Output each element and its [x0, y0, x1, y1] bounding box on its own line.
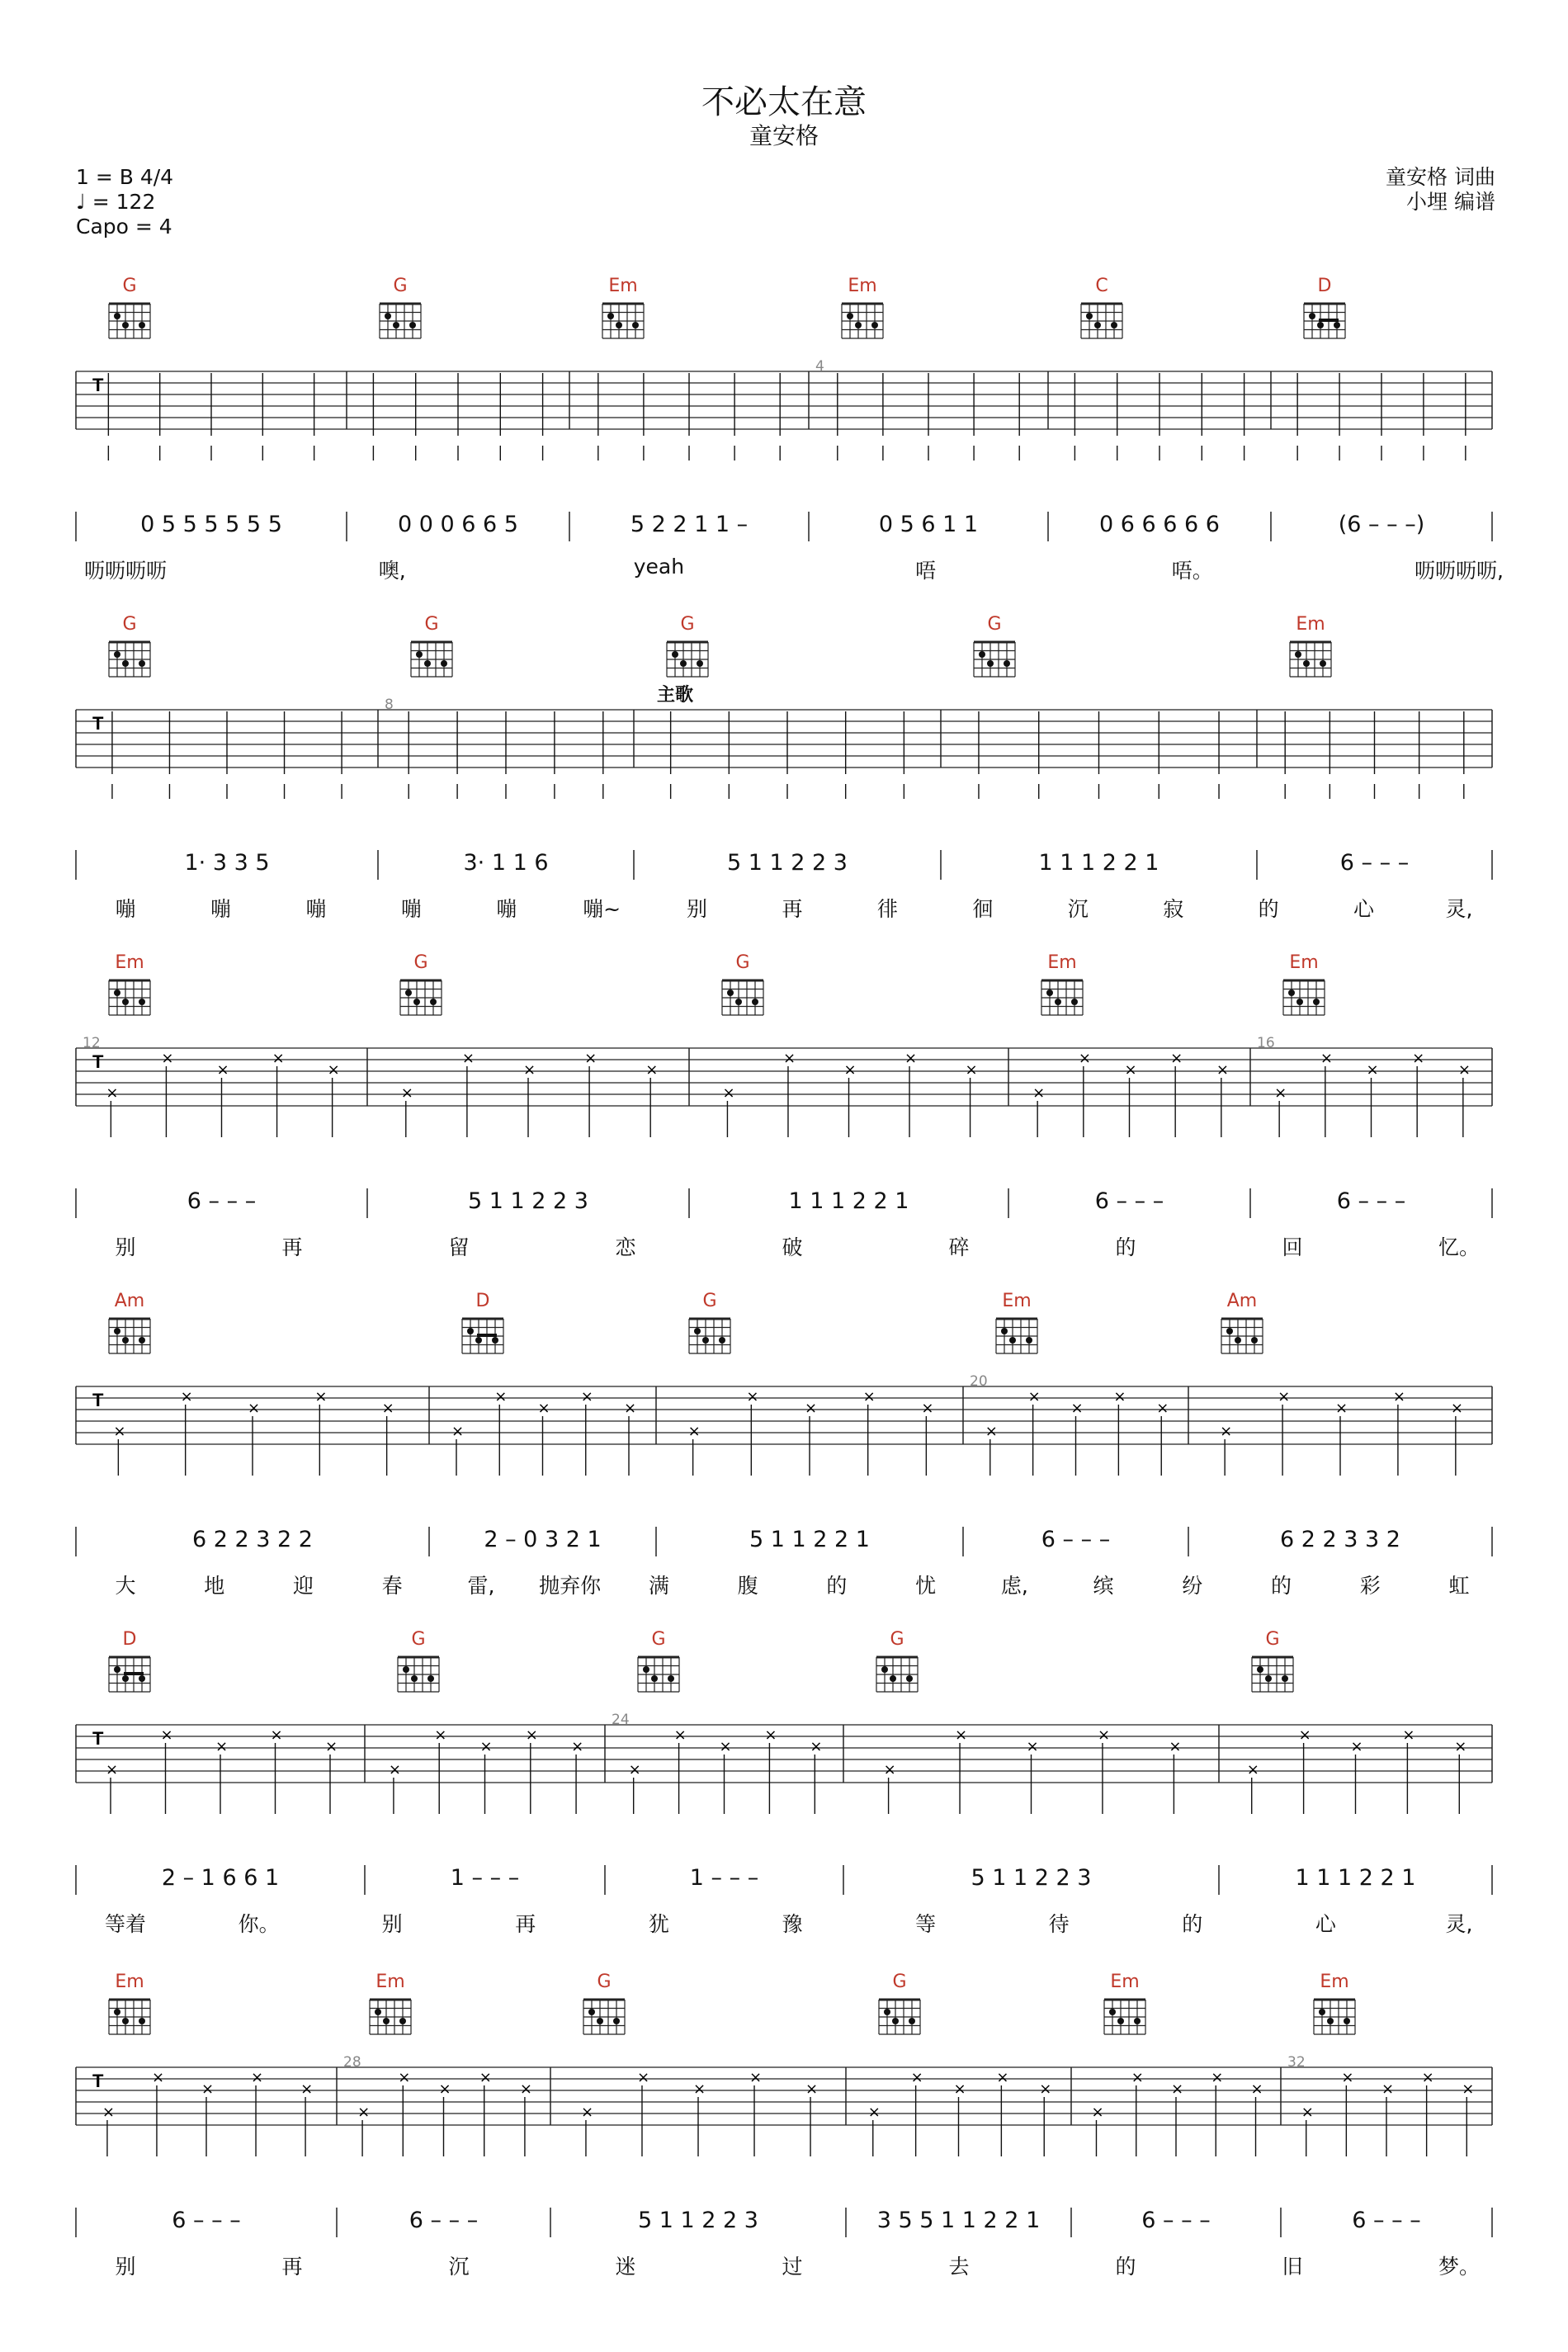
jianpu-measure: 1 – – –: [689, 1865, 759, 1891]
measure-number: 16: [1257, 1035, 1275, 1051]
svg-text:×: ×: [867, 2104, 881, 2121]
svg-text:×: ×: [584, 1050, 597, 1067]
lyric-syllable: 去: [948, 2255, 970, 2279]
svg-text:×: ×: [1216, 1061, 1229, 1079]
svg-text:×: ×: [1078, 1050, 1091, 1067]
svg-text:×: ×: [1366, 1061, 1379, 1079]
lyric-syllable: 灵,: [1445, 1912, 1473, 1936]
svg-text:×: ×: [102, 2104, 116, 2121]
lyric-syllable: 你。: [238, 1912, 280, 1936]
svg-text:×: ×: [1171, 2080, 1184, 2098]
svg-text:×: ×: [314, 1388, 328, 1405]
svg-text:×: ×: [722, 1084, 735, 1102]
lyric-syllable: 的: [826, 1574, 848, 1598]
svg-text:×: ×: [746, 1388, 759, 1405]
chord-name-g: G: [1265, 1629, 1280, 1650]
lyric-syllable: 的: [1271, 1574, 1292, 1598]
jianpu-measure: 3· 1 1 6: [463, 850, 549, 876]
chord-name-g: G: [735, 952, 750, 973]
chord-name-g: G: [702, 1291, 717, 1311]
song-artist: 童安格: [749, 122, 819, 149]
svg-text:×: ×: [300, 2080, 314, 2098]
svg-text:×: ×: [161, 1050, 174, 1067]
lyric-syllable: 嘣: [305, 897, 327, 921]
measure-number: 24: [612, 1712, 630, 1728]
svg-text:×: ×: [1113, 1388, 1126, 1405]
measure-number: 4: [815, 358, 824, 375]
lyric-syllable: 迎: [292, 1574, 314, 1598]
jianpu-measure: 5 1 1 2 2 3: [638, 2208, 758, 2233]
svg-text:×: ×: [883, 1761, 896, 1778]
lyric-syllable: 噢,: [378, 559, 406, 583]
svg-text:×: ×: [580, 2104, 594, 2121]
chord-name-c: C: [1095, 276, 1108, 296]
svg-text:×: ×: [1298, 1726, 1311, 1744]
svg-text:×: ×: [1169, 1738, 1182, 1755]
jianpu-measure: 6 – – –: [187, 1188, 257, 1214]
jianpu-measure: 6 – – –: [409, 2208, 479, 2233]
jianpu-measure: 6 2 2 3 3 2: [1280, 1527, 1400, 1552]
lyric-syllable: 徊: [972, 897, 994, 921]
lyric-syllable: 满: [648, 1574, 669, 1598]
lyric-syllable: 缤: [1093, 1574, 1114, 1598]
svg-text:×: ×: [687, 1423, 701, 1440]
lyric-syllable: 虑,: [1000, 1574, 1028, 1598]
lyric-syllable: 等: [915, 1912, 937, 1936]
credit-arranger: 小埋 编谱: [1406, 190, 1495, 214]
svg-text:×: ×: [479, 2069, 492, 2086]
lyric-syllable: 唔。: [1171, 559, 1213, 583]
svg-text:×: ×: [1097, 1726, 1111, 1744]
chord-name-g: G: [680, 614, 695, 635]
svg-text:×: ×: [388, 1761, 402, 1778]
svg-text:×: ×: [580, 1388, 593, 1405]
measure-number: 8: [385, 697, 394, 713]
lyric-syllable: 大: [115, 1574, 136, 1598]
jianpu-measure: 0 0 0 6 6 5: [398, 512, 518, 537]
svg-text:×: ×: [1402, 1726, 1415, 1744]
chord-name-g: G: [651, 1629, 666, 1650]
svg-text:×: ×: [1278, 1388, 1291, 1405]
svg-text:×: ×: [1170, 1050, 1183, 1067]
lyric-syllable: 虹: [1448, 1574, 1470, 1598]
svg-text:×: ×: [921, 1400, 934, 1417]
chord-name-g: G: [424, 614, 439, 635]
svg-text:×: ×: [996, 2069, 1009, 2086]
svg-text:×: ×: [965, 1061, 978, 1079]
svg-text:×: ×: [519, 2080, 533, 2098]
chord-name-d: D: [475, 1291, 490, 1311]
svg-text:×: ×: [904, 1050, 918, 1067]
svg-text:×: ×: [1274, 1084, 1287, 1102]
svg-text:×: ×: [636, 2069, 650, 2086]
lyric-syllable: 徘: [876, 897, 898, 921]
lyric-syllable: 梦。: [1438, 2255, 1481, 2279]
svg-text:×: ×: [1156, 1400, 1169, 1417]
svg-text:T: T: [92, 1728, 104, 1749]
section-label-verse: 主歌: [656, 685, 694, 706]
chord-name-em: Em: [1110, 1972, 1140, 1992]
key-signature: 1 = B 4/4: [76, 165, 174, 189]
lyric-syllable: 恋: [615, 1235, 636, 1259]
svg-text:×: ×: [1039, 2080, 1052, 2098]
svg-text:×: ×: [1462, 2080, 1475, 2098]
chord-name-g: G: [122, 614, 137, 635]
lyric-syllable: 唔: [915, 559, 937, 583]
svg-text:×: ×: [1457, 1061, 1471, 1079]
jianpu-measure: 6 – – –: [1339, 850, 1410, 876]
chord-name-em: Em: [1289, 952, 1319, 973]
lyric-syllable: 的: [1115, 2255, 1136, 2279]
svg-text:×: ×: [1032, 1084, 1046, 1102]
lyric-syllable: 呖呖呖呖: [83, 559, 168, 583]
jianpu-measure: 5 1 1 2 2 1: [749, 1527, 870, 1552]
svg-text:×: ×: [719, 1738, 732, 1755]
chord-name-am: Am: [1226, 1291, 1258, 1311]
tempo-marking: ♩ = 122: [76, 190, 156, 214]
svg-text:×: ×: [215, 1738, 229, 1755]
chord-name-am: Am: [114, 1291, 145, 1311]
lyric-syllable: 寂: [1163, 897, 1184, 921]
svg-text:×: ×: [438, 2080, 451, 2098]
chord-name-g: G: [597, 1972, 612, 1992]
jianpu-measure: 6 – – –: [1094, 1188, 1164, 1214]
measure-number: 32: [1287, 2054, 1306, 2071]
svg-text:×: ×: [1070, 1400, 1084, 1417]
svg-text:×: ×: [782, 1050, 796, 1067]
lyric-syllable: 等着: [104, 1912, 147, 1936]
lyric-syllable: 春: [381, 1574, 403, 1598]
chord-name-g: G: [411, 1629, 426, 1650]
lyric-syllable: 嘣: [496, 897, 517, 921]
svg-text:×: ×: [1412, 1050, 1425, 1067]
jianpu-measure: 1 1 1 2 2 1: [788, 1188, 909, 1214]
svg-text:×: ×: [1421, 2069, 1434, 2086]
svg-text:×: ×: [479, 1738, 493, 1755]
svg-text:×: ×: [1027, 1388, 1041, 1405]
jianpu-measure: 5 1 1 2 2 3: [468, 1188, 588, 1214]
svg-text:×: ×: [1211, 2069, 1224, 2086]
svg-text:×: ×: [955, 1726, 968, 1744]
capo-marking: Capo = 4: [76, 215, 172, 239]
svg-text:×: ×: [1341, 2069, 1354, 2086]
measure-number: 12: [83, 1035, 101, 1051]
jianpu-measure: 6 2 2 3 2 2: [192, 1527, 313, 1552]
svg-text:×: ×: [1220, 1423, 1233, 1440]
lyric-syllable: 纷: [1182, 1574, 1203, 1598]
svg-text:×: ×: [1026, 1738, 1039, 1755]
lyric-syllable: 过: [782, 2255, 803, 2279]
svg-text:×: ×: [106, 1761, 119, 1778]
svg-text:×: ×: [628, 1761, 641, 1778]
svg-text:×: ×: [248, 1400, 261, 1417]
jianpu-measure: (6 – – –): [1338, 512, 1425, 537]
svg-text:×: ×: [1246, 1761, 1259, 1778]
credit-lyrics-music: 童安格 词曲: [1386, 165, 1495, 189]
chord-name-g: G: [987, 614, 1002, 635]
lyric-syllable: 的: [1258, 897, 1279, 921]
svg-text:×: ×: [357, 2104, 371, 2121]
svg-text:×: ×: [953, 2080, 966, 2098]
lyric-syllable: 呖呖呖呖,: [1415, 559, 1504, 583]
lyric-syllable: 留: [448, 1235, 470, 1259]
lyric-syllable: 待: [1048, 1912, 1070, 1936]
lyric-syllable: 地: [204, 1574, 225, 1598]
chord-name-em: Em: [115, 1972, 144, 1992]
lyric-syllable: 再: [515, 1912, 536, 1936]
lyric-syllable: 忆。: [1438, 1235, 1481, 1259]
svg-text:×: ×: [1392, 1388, 1406, 1405]
chord-name-d: D: [1317, 276, 1332, 296]
svg-text:×: ×: [571, 1738, 584, 1755]
jianpu-measure: 2 – 1 6 6 1: [161, 1865, 280, 1891]
lyric-syllable: 回: [1282, 1235, 1303, 1259]
jianpu-measure: 0 5 6 1 1: [878, 512, 979, 537]
svg-text:×: ×: [523, 1061, 536, 1079]
jianpu-measure: 6 – – –: [172, 2208, 241, 2233]
chord-name-g: G: [122, 276, 137, 296]
jianpu-measure: 3 5 5 1 1 2 2 1: [876, 2208, 1041, 2233]
chord-name-em: Em: [1296, 614, 1325, 635]
lyric-syllable: 再: [281, 2255, 303, 2279]
svg-text:×: ×: [251, 2069, 264, 2086]
svg-text:×: ×: [461, 1050, 475, 1067]
lyric-syllable: 雷,: [467, 1574, 495, 1598]
svg-text:×: ×: [451, 1423, 465, 1440]
svg-text:×: ×: [985, 1423, 998, 1440]
svg-text:×: ×: [1124, 1061, 1137, 1079]
svg-text:T: T: [92, 1051, 104, 1072]
jianpu-measure: 5 1 1 2 2 3: [971, 1865, 1092, 1891]
svg-text:×: ×: [1450, 1400, 1463, 1417]
lyric-syllable: 别: [115, 2255, 136, 2279]
lyric-syllable: 嘣: [115, 897, 136, 921]
svg-text:×: ×: [805, 1400, 818, 1417]
svg-text:×: ×: [693, 2080, 706, 2098]
svg-text:T: T: [92, 375, 104, 395]
chord-name-em: Em: [375, 1972, 405, 1992]
jianpu-measure: 1 1 1 2 2 1: [1038, 850, 1159, 876]
lyric-syllable: 心: [1353, 897, 1375, 921]
chord-diagram: [1314, 2000, 1355, 2034]
svg-text:×: ×: [1301, 2104, 1314, 2121]
lyric-syllable: 犹: [648, 1912, 669, 1936]
lyric-syllable: 别: [115, 1235, 136, 1259]
lyric-syllable: 抛弃你: [539, 1574, 602, 1598]
svg-text:×: ×: [106, 1084, 119, 1102]
svg-text:T: T: [92, 2071, 104, 2091]
lyric-syllable: 豫: [782, 1912, 803, 1936]
svg-text:×: ×: [113, 1423, 126, 1440]
svg-text:×: ×: [325, 1738, 338, 1755]
svg-text:×: ×: [1335, 1400, 1348, 1417]
jianpu-measure: 1 1 1 2 2 1: [1295, 1865, 1416, 1891]
svg-text:×: ×: [764, 1726, 777, 1744]
svg-text:×: ×: [1350, 1738, 1363, 1755]
lyric-syllable: 心: [1315, 1912, 1336, 1936]
svg-text:×: ×: [749, 2069, 763, 2086]
chord-name-g: G: [892, 1972, 907, 1992]
svg-text:×: ×: [494, 1388, 508, 1405]
svg-text:×: ×: [400, 1084, 413, 1102]
chord-name-em: Em: [1047, 952, 1077, 973]
svg-text:×: ×: [1250, 2080, 1263, 2098]
lyric-syllable: 沉: [1067, 897, 1089, 921]
lyric-syllable: 别: [687, 897, 708, 921]
lyric-syllable: 腹: [737, 1574, 758, 1598]
svg-text:×: ×: [272, 1050, 285, 1067]
svg-text:×: ×: [645, 1061, 659, 1079]
svg-text:×: ×: [151, 2069, 165, 2086]
svg-text:×: ×: [910, 2069, 923, 2086]
svg-text:T: T: [92, 713, 104, 734]
svg-text:×: ×: [1381, 2080, 1395, 2098]
lyric-syllable: 的: [1115, 1235, 1136, 1259]
svg-text:×: ×: [1454, 1738, 1467, 1755]
lyric-syllable: 嘣: [210, 897, 231, 921]
lyric-syllable: 旧: [1282, 2255, 1303, 2279]
jianpu-measure: 6 – – –: [1041, 1527, 1111, 1552]
lyric-syllable: 再: [782, 897, 803, 921]
jianpu-measure: 5 1 1 2 2 3: [727, 850, 848, 876]
svg-text:×: ×: [537, 1400, 550, 1417]
svg-text:×: ×: [201, 2080, 215, 2098]
measure-number: 28: [343, 2054, 361, 2071]
jianpu-measure: 6 – – –: [1352, 2208, 1421, 2233]
lyric-syllable: 的: [1182, 1912, 1203, 1936]
jianpu-measure: 0 6 6 6 6 6: [1099, 512, 1220, 537]
svg-text:×: ×: [673, 1726, 687, 1744]
svg-text:×: ×: [525, 1726, 538, 1744]
svg-text:×: ×: [1091, 2104, 1104, 2121]
lyric-syllable: 沉: [448, 2255, 470, 2279]
jianpu-measure: 0 5 5 5 5 5 5: [140, 512, 282, 537]
lyric-syllable: 再: [281, 1235, 303, 1259]
svg-text:×: ×: [216, 1061, 229, 1079]
svg-text:×: ×: [327, 1061, 340, 1079]
lyric-syllable: yeah: [633, 555, 685, 579]
svg-text:×: ×: [180, 1388, 193, 1405]
chord-name-g: G: [393, 276, 408, 296]
lyric-syllable: 灵,: [1445, 897, 1473, 921]
svg-text:×: ×: [270, 1726, 283, 1744]
jianpu-measure: 5 2 2 1 1 –: [630, 512, 749, 537]
svg-text:×: ×: [1131, 2069, 1144, 2086]
lyric-syllable: 破: [782, 1235, 803, 1259]
svg-text:×: ×: [160, 1726, 173, 1744]
svg-text:×: ×: [810, 1738, 823, 1755]
chord-name-g: G: [413, 952, 428, 973]
chord-name-em: Em: [608, 276, 638, 296]
svg-text:×: ×: [381, 1400, 394, 1417]
lyric-syllable: 嘣~: [583, 897, 621, 921]
song-title: 不必太在意: [701, 83, 867, 121]
svg-text:T: T: [92, 1390, 104, 1410]
chord-name-em: Em: [1002, 1291, 1032, 1311]
svg-text:×: ×: [862, 1388, 876, 1405]
chord-name-g: G: [890, 1629, 904, 1650]
lyric-syllable: 忧: [915, 1574, 937, 1598]
jianpu-measure: 6 – – –: [1141, 2208, 1211, 2233]
svg-text:×: ×: [624, 1400, 637, 1417]
measure-number: 20: [970, 1373, 988, 1390]
chord-name-em: Em: [115, 952, 144, 973]
lyric-syllable: 彩: [1359, 1574, 1381, 1598]
svg-text:×: ×: [805, 2080, 819, 2098]
svg-text:×: ×: [398, 2069, 411, 2086]
jianpu-measure: 1· 3 3 5: [184, 850, 270, 876]
lyric-syllable: 嘣: [400, 897, 422, 921]
jianpu-measure: 2 – 0 3 2 1: [484, 1527, 602, 1552]
lyric-syllable: 别: [381, 1912, 403, 1936]
chord-name-em: Em: [1320, 1972, 1349, 1992]
lyric-syllable: 碎: [948, 1235, 970, 1259]
chord-name-em: Em: [848, 276, 877, 296]
lyric-syllable: 迷: [615, 2255, 636, 2279]
svg-text:×: ×: [1320, 1050, 1333, 1067]
svg-text:×: ×: [434, 1726, 447, 1744]
jianpu-measure: 1 – – –: [450, 1865, 520, 1891]
jianpu-measure: 6 – – –: [1336, 1188, 1406, 1214]
chord-name-d: D: [122, 1629, 137, 1650]
svg-text:×: ×: [843, 1061, 857, 1079]
